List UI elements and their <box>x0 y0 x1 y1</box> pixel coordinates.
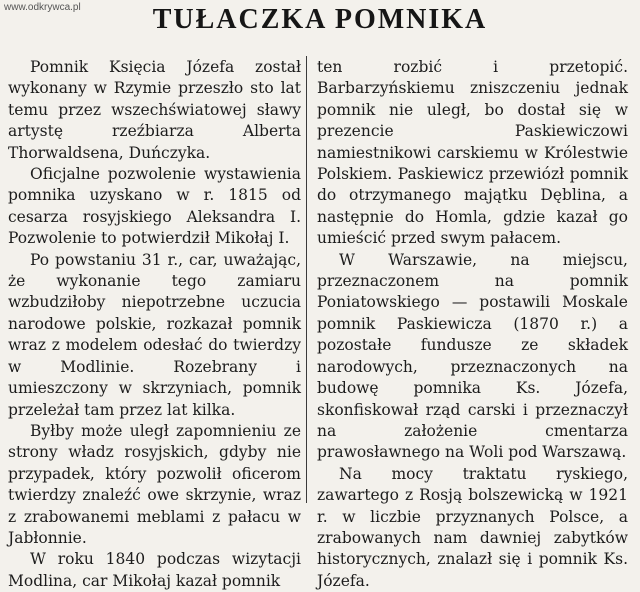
right-column <box>317 57 628 592</box>
column-divider <box>306 56 307 503</box>
paragraph: Byłby może uległ zapomnieniu ze strony władz rosyjskich, gdyby nie przypadek, który pozwolił oficerom twierdzy znaleźć owe skrzynie, wraz z zrabowanemi meblami z pałacu w Jabłonnie. <box>8 421 301 547</box>
watermark: www.odkrywca.pl <box>4 2 81 13</box>
paragraph: Na mocy traktatu ryskiego, zawartego z Rosją bolszewicką w 1921 r. w liczbie przyznanych Polsce, a zrabowanych nam dawniej zabytków historycznych, znalazł się i pomnik Ks. Józefa. <box>317 464 628 590</box>
paragraph: W roku 1840 podczas wizytacji Modlina, car Mikołaj kazał pomnik <box>8 550 301 590</box>
paragraph: Pomnik Księcia Józefa został wykonany w Rzymie przeszło sto lat temu przez wszechświatowej sławy artystę rzeźbiarza Alberta Thorwaldsena, Duńczyka. <box>8 58 301 162</box>
paragraph: Po powstaniu 31 r., car, uważając, że wykonanie tego zamiaru wzbudziłoby niepotrzebne uczucia narodowe polskie, rozkazał pomnik wraz z modelem odesłać do twierdzy w Modlinie. Rozebrany i umieszczony w skrzyniach, pomnik przeleżał tam przez lat kilka. <box>8 250 301 419</box>
paragraph: ten rozbić i przetopić. Barbarzyńskiemu zniszczeniu jednak pomnik nie uległ, bo dostał się w prezencie Paskiewiczowi namiestnikowi carskiemu w Królestwie Polskiem. Paskiewicz przewiózł pomnik do otrzymanego majątku Dęblina, a następnie do Homla, gdzie kazał go umieścić przed swym pałacem. <box>317 58 628 248</box>
article-title: TUŁACZKA POMNIKA <box>152 4 488 35</box>
paragraph: W Warszawie, na miejscu, przeznaczonem na pomnik Poniatowskiego — postawili Moskale pomnik Paskiewicza (1870 r.) a pozostałe fundusze ze składek narodowych, przeznaczonych na budowę pomnika Ks. Józefa, skonfiskował rząd carski i przeznaczył na założenie cmentarza prawosławnego na Woli pod Warszawą. <box>317 250 628 462</box>
left-column <box>8 57 301 592</box>
paragraph: Oficjalne pozwolenie wystawienia pomnika uzyskano w r. 1815 od cesarza rosyjskiego Aleksandra I. Pozwolenie to potwierdził Mikołaj I. <box>8 165 301 248</box>
